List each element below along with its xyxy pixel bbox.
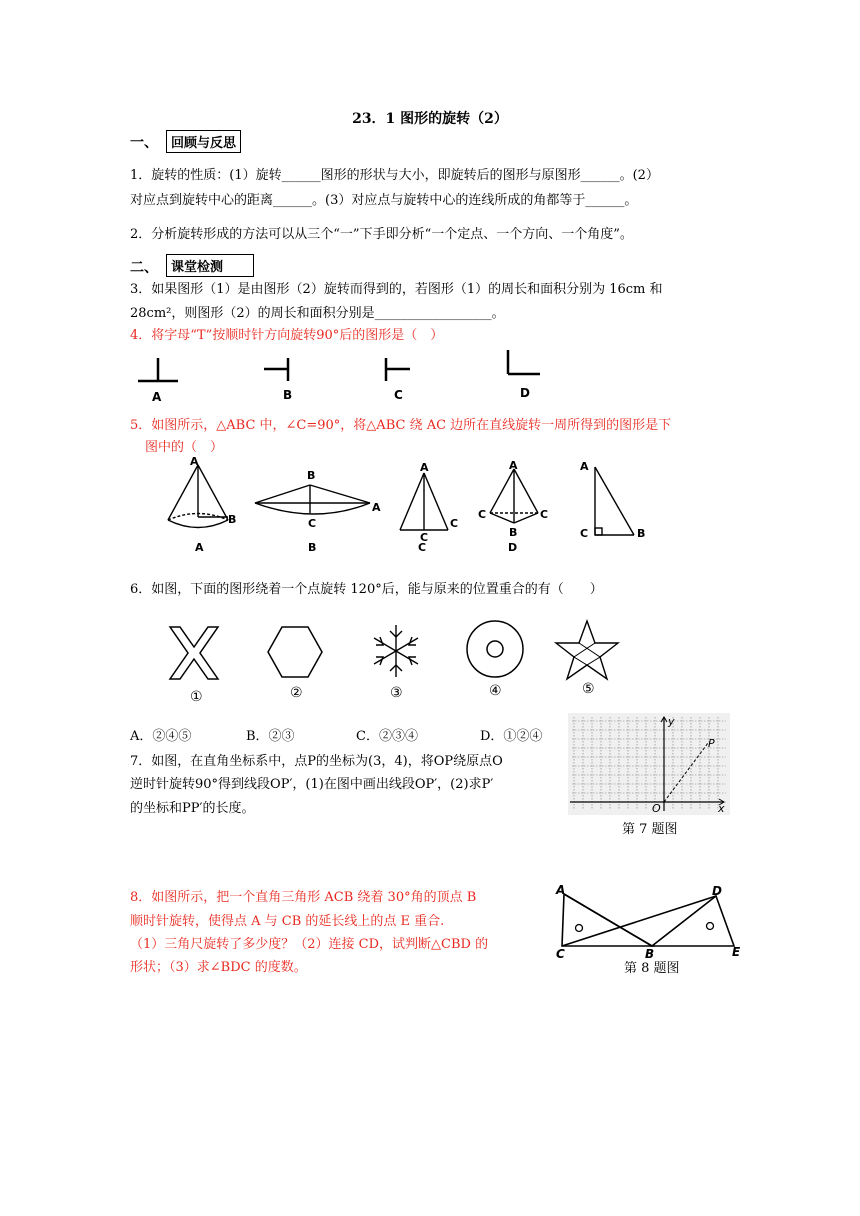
q4-label-b: B — [283, 388, 293, 402]
q5-figure-e-label-a: A — [580, 460, 589, 473]
q8-line-3: （1）三角尺旋转了多少度？（2）连接 CD，试判断△CBD 的 — [130, 937, 489, 952]
q6-figure-3-snowflake — [374, 625, 418, 677]
q8-segment-ab — [564, 894, 652, 946]
q6-figure-1-x-shape — [170, 627, 218, 679]
q6-answer-c: C．②③④ — [356, 729, 418, 744]
q5-figure-b-label-a: A — [372, 501, 381, 514]
q6-figure-3-label: ③ — [390, 685, 403, 701]
q8-label-a: A — [556, 883, 566, 897]
q6-figure-5-label: ⑤ — [582, 681, 595, 697]
q7-label-x: x — [718, 802, 725, 815]
q4-option-d-figure — [508, 350, 540, 374]
q5-figure-d-label-c: C — [478, 508, 487, 521]
q5-figure-d-label-a: A — [509, 459, 518, 472]
q5-figure-d — [490, 469, 538, 523]
q4-label-d: D — [520, 386, 530, 400]
section-1-number: 一、 — [130, 135, 158, 151]
q7-caption: 第 7 题图 — [622, 822, 678, 837]
section-2-number: 二、 — [130, 260, 158, 276]
q5-figure-c-label-a: A — [420, 461, 429, 474]
q5-figure-a — [168, 465, 228, 528]
q4-figures — [128, 344, 568, 404]
q5-figure-d-label-c2: C — [540, 508, 549, 521]
q5-figure-a-label-b: B — [228, 513, 237, 526]
q6-figure-4-label: ④ — [489, 683, 502, 699]
q5-figure-b-caption: B — [308, 541, 317, 554]
q4-option-b-figure — [264, 358, 288, 381]
q6-figure-5-star — [556, 621, 618, 679]
q3-line-1: 3．如果图形（1）是由图形（2）旋转而得到的，若图形（1）的周长和面积分别为 16cm 和 — [130, 282, 663, 297]
q5-figure-b-label-b: B — [307, 469, 316, 482]
q3-line-2: 28cm²，则图形（2）的周长和面积分别是__________________。 — [130, 306, 505, 321]
q4-label-c: C — [394, 388, 403, 402]
q5-figure-d-caption: D — [508, 541, 518, 554]
q5-figure-e-label-b: B — [637, 527, 646, 540]
q6-answer-a: A．②④⑤ — [130, 729, 192, 744]
q5-figure-a-label-a: A — [190, 455, 199, 468]
q5-figure-d-label-b: B — [509, 526, 518, 539]
q6-line-1: 6．如图，下面的图形绕着一个点旋转 120°后，能与原来的位置重合的有（ ） — [130, 582, 603, 597]
q6-answer-b: B．②③ — [246, 729, 295, 744]
q5-figure-e-label-c: C — [580, 527, 589, 540]
q8-line-1: 8．如图所示，把一个直角三角形 ACB 绕着 30°角的顶点 B — [130, 890, 477, 905]
q5-figure-b-label-c: C — [308, 517, 317, 530]
q7-line-2: 逆时针旋转90°得到线段OP′，(1)在图中画出线段OP′，(2)求P′ — [130, 777, 494, 792]
q5-figure-c — [400, 473, 448, 530]
q5-line-1: 5．如图所示，△ABC 中，∠C=90°，将△ABC 绕 AC 边所在直线旋转一周所得到的图形是下 — [130, 418, 672, 433]
q6-answer-d: D．①②④ — [480, 729, 543, 744]
q5-figure-c-caption: C — [418, 541, 427, 554]
q7-label-y: y — [668, 715, 675, 728]
q8-circle-left — [576, 925, 583, 932]
q1-line-2: 对应点到旋转中心的距离______。(3）对应点与旋转中心的连线所成的角都等于______。 — [130, 193, 638, 208]
q8-label-d: D — [712, 884, 722, 898]
q6-figure-2-hexagon — [268, 627, 322, 677]
q8-figure — [552, 880, 748, 960]
q7-label-o: O — [652, 802, 661, 815]
q2-line-1: 2．分析旋转形成的方法可以从三个“一”下手即分析“一个定点、一个方向、一个角度”。 — [130, 227, 633, 242]
q5-figure-b — [255, 485, 370, 514]
q6-figure-4-outer-circle — [467, 621, 523, 677]
q7-coordinate-grid — [568, 713, 730, 815]
section-2-label: 课堂检测 — [166, 254, 254, 277]
q8-label-c: C — [556, 947, 565, 960]
q6-figure-1-label: ① — [190, 689, 203, 705]
q6-figure-4-inner-circle — [487, 641, 503, 657]
q4-label-a: A — [152, 390, 162, 404]
q5-figure-a-caption: A — [195, 541, 204, 554]
q8-line-2: 顺时针旋转，使得点 A 与 CB 的延长线上的点 E 重合. — [130, 914, 445, 929]
q7-line-1: 7．如图，在直角坐标系中，点P的坐标为(3，4)，将OP绕原点O — [130, 754, 503, 769]
q6-figures — [150, 615, 630, 705]
q5-line-2: 图中的（ ） — [145, 440, 224, 455]
q5-figure-c-label-c: C — [420, 531, 429, 544]
q6-figure-2-label: ② — [290, 685, 303, 701]
q8-label-e: E — [732, 945, 741, 959]
q4-option-a-figure — [138, 358, 178, 381]
q8-segment-ad — [564, 894, 716, 896]
section-1-label: 回顾与反思 — [166, 130, 241, 153]
page-title: 23．1 图形的旋转（2） — [352, 111, 508, 127]
q8-line-4: 形状；（3）求∠BDC 的度数。 — [130, 960, 307, 975]
q8-caption: 第 8 题图 — [624, 961, 680, 976]
q8-label-b: B — [645, 947, 655, 960]
q8-circle-right — [707, 923, 714, 930]
q4-option-c-figure — [386, 358, 410, 381]
q5-figures — [150, 455, 670, 560]
q1-line-1: 1．旋转的性质：(1）旋转______图形的形状与大小，即旋转后的图形与原图形______。(2） — [130, 168, 659, 183]
q5-figure-e — [595, 467, 634, 535]
q5-figure-c-label-c2: C — [450, 517, 459, 530]
q7-line-3: 的坐标和PP′的长度。 — [130, 801, 255, 816]
q4-line-1: 4．将字母“T”按顺时针方向旋转90°后的图形是（ ） — [130, 328, 444, 343]
q7-label-p: P — [708, 737, 715, 750]
